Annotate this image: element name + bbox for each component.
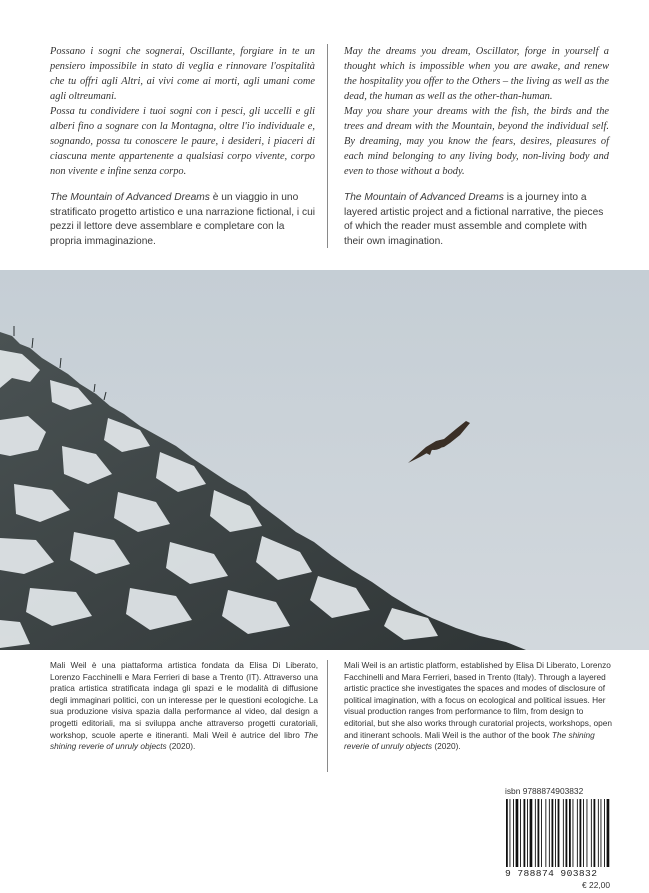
italian-poem-stanza-2: Possa tu condividere i tuoi sogni con i pesci, gli uccelli e gli alberi fino a sognare con la Montagna, oltre l'io individuale e, sognando, possa tu conoscere le paure, i desideri, i piaceri di ciascuna mente appartenente a qualsiasi corpo vivente, corpo non vivente e infine senza corpo. — [50, 106, 315, 177]
english-poem — [344, 44, 609, 179]
english-bio-end: (2020). — [432, 741, 461, 752]
english-description-text: is a journey into a layered artistic project and a fictional narrative, the pieces of which the reader must assemble and complete with their own imagination. — [344, 192, 604, 247]
price: € 22,00 — [582, 880, 610, 890]
bottom-column-divider — [327, 660, 328, 772]
italian-description-text: è un viaggio in uno stratificato progetto artistico e una narrazione fictional, i cui pezzi il lettore deve assemblare e completare con la propria immaginazione. — [50, 192, 316, 247]
mountain-photo — [0, 270, 649, 650]
mountain-eagle-illustration — [0, 270, 649, 650]
barcode-icon — [505, 799, 612, 867]
english-description — [344, 191, 609, 249]
italian-poem-stanza-1: Possano i sogni che sognerai, Oscillante, forgiare in te un pensiero impossibile in stato di veglia e rinnovare l'ospitalità che tu offri agli Altri, ai vivi come ai morti, agli umani come agli oltreumani. — [50, 46, 315, 102]
english-column — [344, 44, 609, 249]
english-bio — [344, 660, 612, 753]
italian-bio — [50, 660, 318, 753]
italian-poem — [50, 44, 315, 179]
italian-description — [50, 191, 315, 249]
english-bio-book: The shining reverie of unruly objects — [344, 729, 595, 752]
english-poem-stanza-1: May the dreams you dream, Oscillator, forge in yourself a thought which is impossible when you are awake, and renew the hospitality you offer to the Others – the living as well as the dead, the human as well as the other-than-human. — [344, 46, 609, 102]
english-description-title: The Mountain of Advanced Dreams — [344, 192, 504, 203]
english-poem-stanza-2: May you share your dreams with the fish, the birds and the trees and dream with the Mountain, beyond the individual self. By dreaming, may you know the fears, desires, pleasures of each mind belonging to any living body, non-living body and even to those without a body. — [344, 106, 609, 177]
barcode-block — [505, 786, 612, 890]
top-text-section — [0, 0, 649, 270]
italian-description-title: The Mountain of Advanced Dreams — [50, 192, 210, 203]
italian-column — [50, 44, 315, 249]
italian-bio-end: (2020). — [166, 741, 196, 752]
barcode-digits: 9 788874 903832 — [505, 868, 598, 879]
italian-bio-text: Mali Weil è una piattaforma artistica fondata da Elisa Di Liberato, Lorenzo Facchinelli e Mara Ferrieri di base a Trento (IT). Attraverso una pratica artistica stratificata indaga gli spazi e le modalità di diffusione degli immaginari politici, con un interesse per le questioni ecologiche. La sua produzione visiva spazia dalla performance al video, dal design a progetti editoriali, ma si sviluppa anche attraverso progetti curatoriali, workshop, scuole aperte e itineranti. Mali Weil è autrice del libro — [50, 660, 318, 740]
english-bio-text: Mali Weil is an artistic platform, established by Elisa Di Liberato, Lorenzo Facchinelli and Mara Ferrieri, based in Trento (Italy). Through a layered artistic practice she investigates the spaces and modes of disclosure of political imagination, with a focus on ecological and political issues. Her visual production ranges from performance to film, from design to editorial, but she also works through curatorial projects, workshops, open and itinerant schools. Mali Weil is the author of the book — [344, 660, 612, 740]
isbn-label: isbn 9788874903832 — [505, 786, 584, 796]
top-column-divider — [327, 44, 328, 248]
italian-bio-book: The shining reverie of unruly objects — [50, 729, 318, 752]
